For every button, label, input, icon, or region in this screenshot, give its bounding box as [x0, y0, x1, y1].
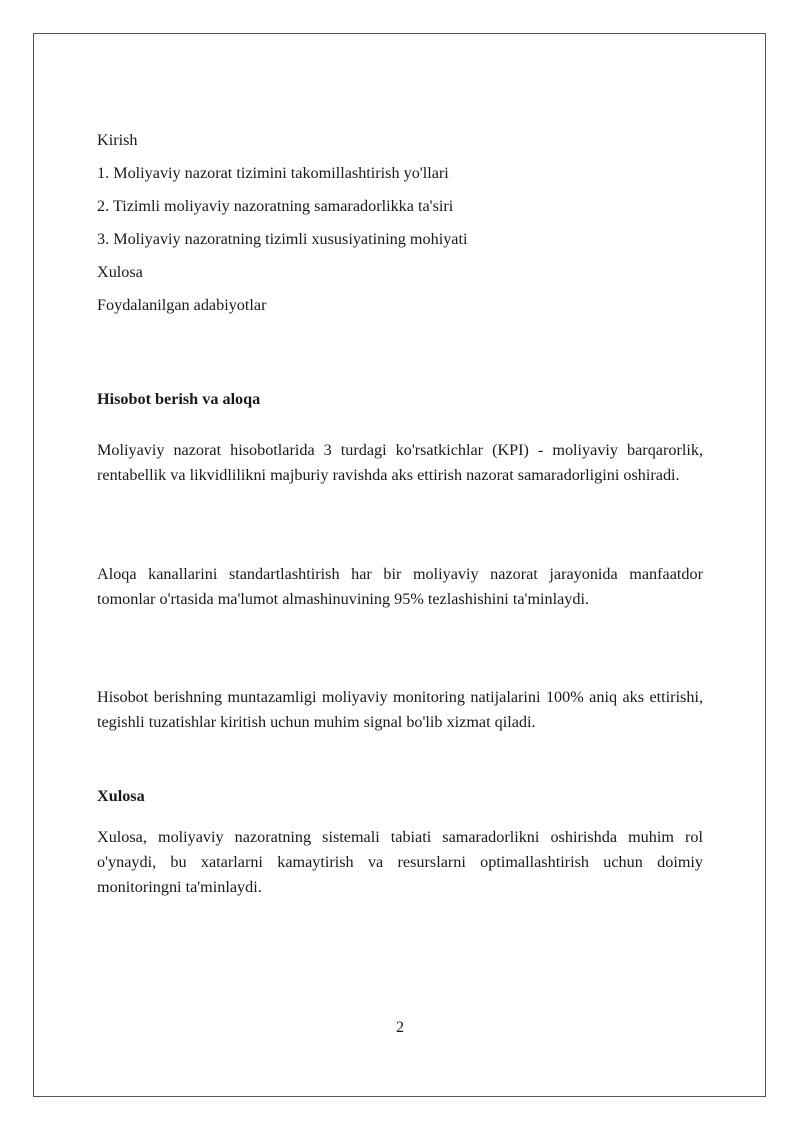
toc-item-conclusion: Xulosa	[97, 263, 143, 281]
toc-item-chapter-3: 3. Moliyaviy nazoratning tizimli xususiyatining mohiyati	[97, 230, 468, 248]
toc-item-introduction: Kirish	[97, 131, 138, 149]
paragraph-kpi: Moliyaviy nazorat hisobotlarida 3 turdagi ko'rsatkichlar (KPI) - moliyaviy barqarorlik, rentabellik va likvidlilikni majburiy ravishda aks ettirish nazorat samaradorligini oshiradi.	[97, 441, 703, 484]
table-of-contents	[97, 128, 703, 326]
toc-item-chapter-1: 1. Moliyaviy nazorat tizimini takomillashtirish yo'llari	[97, 164, 449, 182]
toc-item-chapter-2: 2. Tizimli moliyaviy nazoratning samaradorlikka ta'siri	[97, 197, 454, 215]
paragraph-conclusion: Xulosa, moliyaviy nazoratning sistemali tabiati samaradorlikni oshirishda muhim rol o'ynaydi, bu xatarlarni kamaytirish va resurslarni optimallashtirish uchun doimiy monitoringni ta'minlaydi.	[97, 828, 703, 896]
section-heading-reporting: Hisobot berish va aloqa	[97, 390, 261, 408]
toc-item-references: Foydalanilgan adabiyotlar	[97, 296, 267, 314]
paragraph-communication-channels: Aloqa kanallarini standartlashtirish har bir moliyaviy nazorat jarayonida manfaatdor tomonlar o'rtasida ma'lumot almashinuvining 95% tezlashishini ta'minlaydi.	[97, 565, 703, 608]
section-heading-conclusion: Xulosa	[97, 787, 145, 805]
paragraph-reporting-regularity: Hisobot berishning muntazamligi moliyaviy monitoring natijalarini 100% aniq aks ettirishi, tegishli tuzatishlar kiritish uchun muhim signal bo'lib xizmat qiladi.	[97, 688, 703, 731]
page-number: 2	[395, 1018, 405, 1036]
